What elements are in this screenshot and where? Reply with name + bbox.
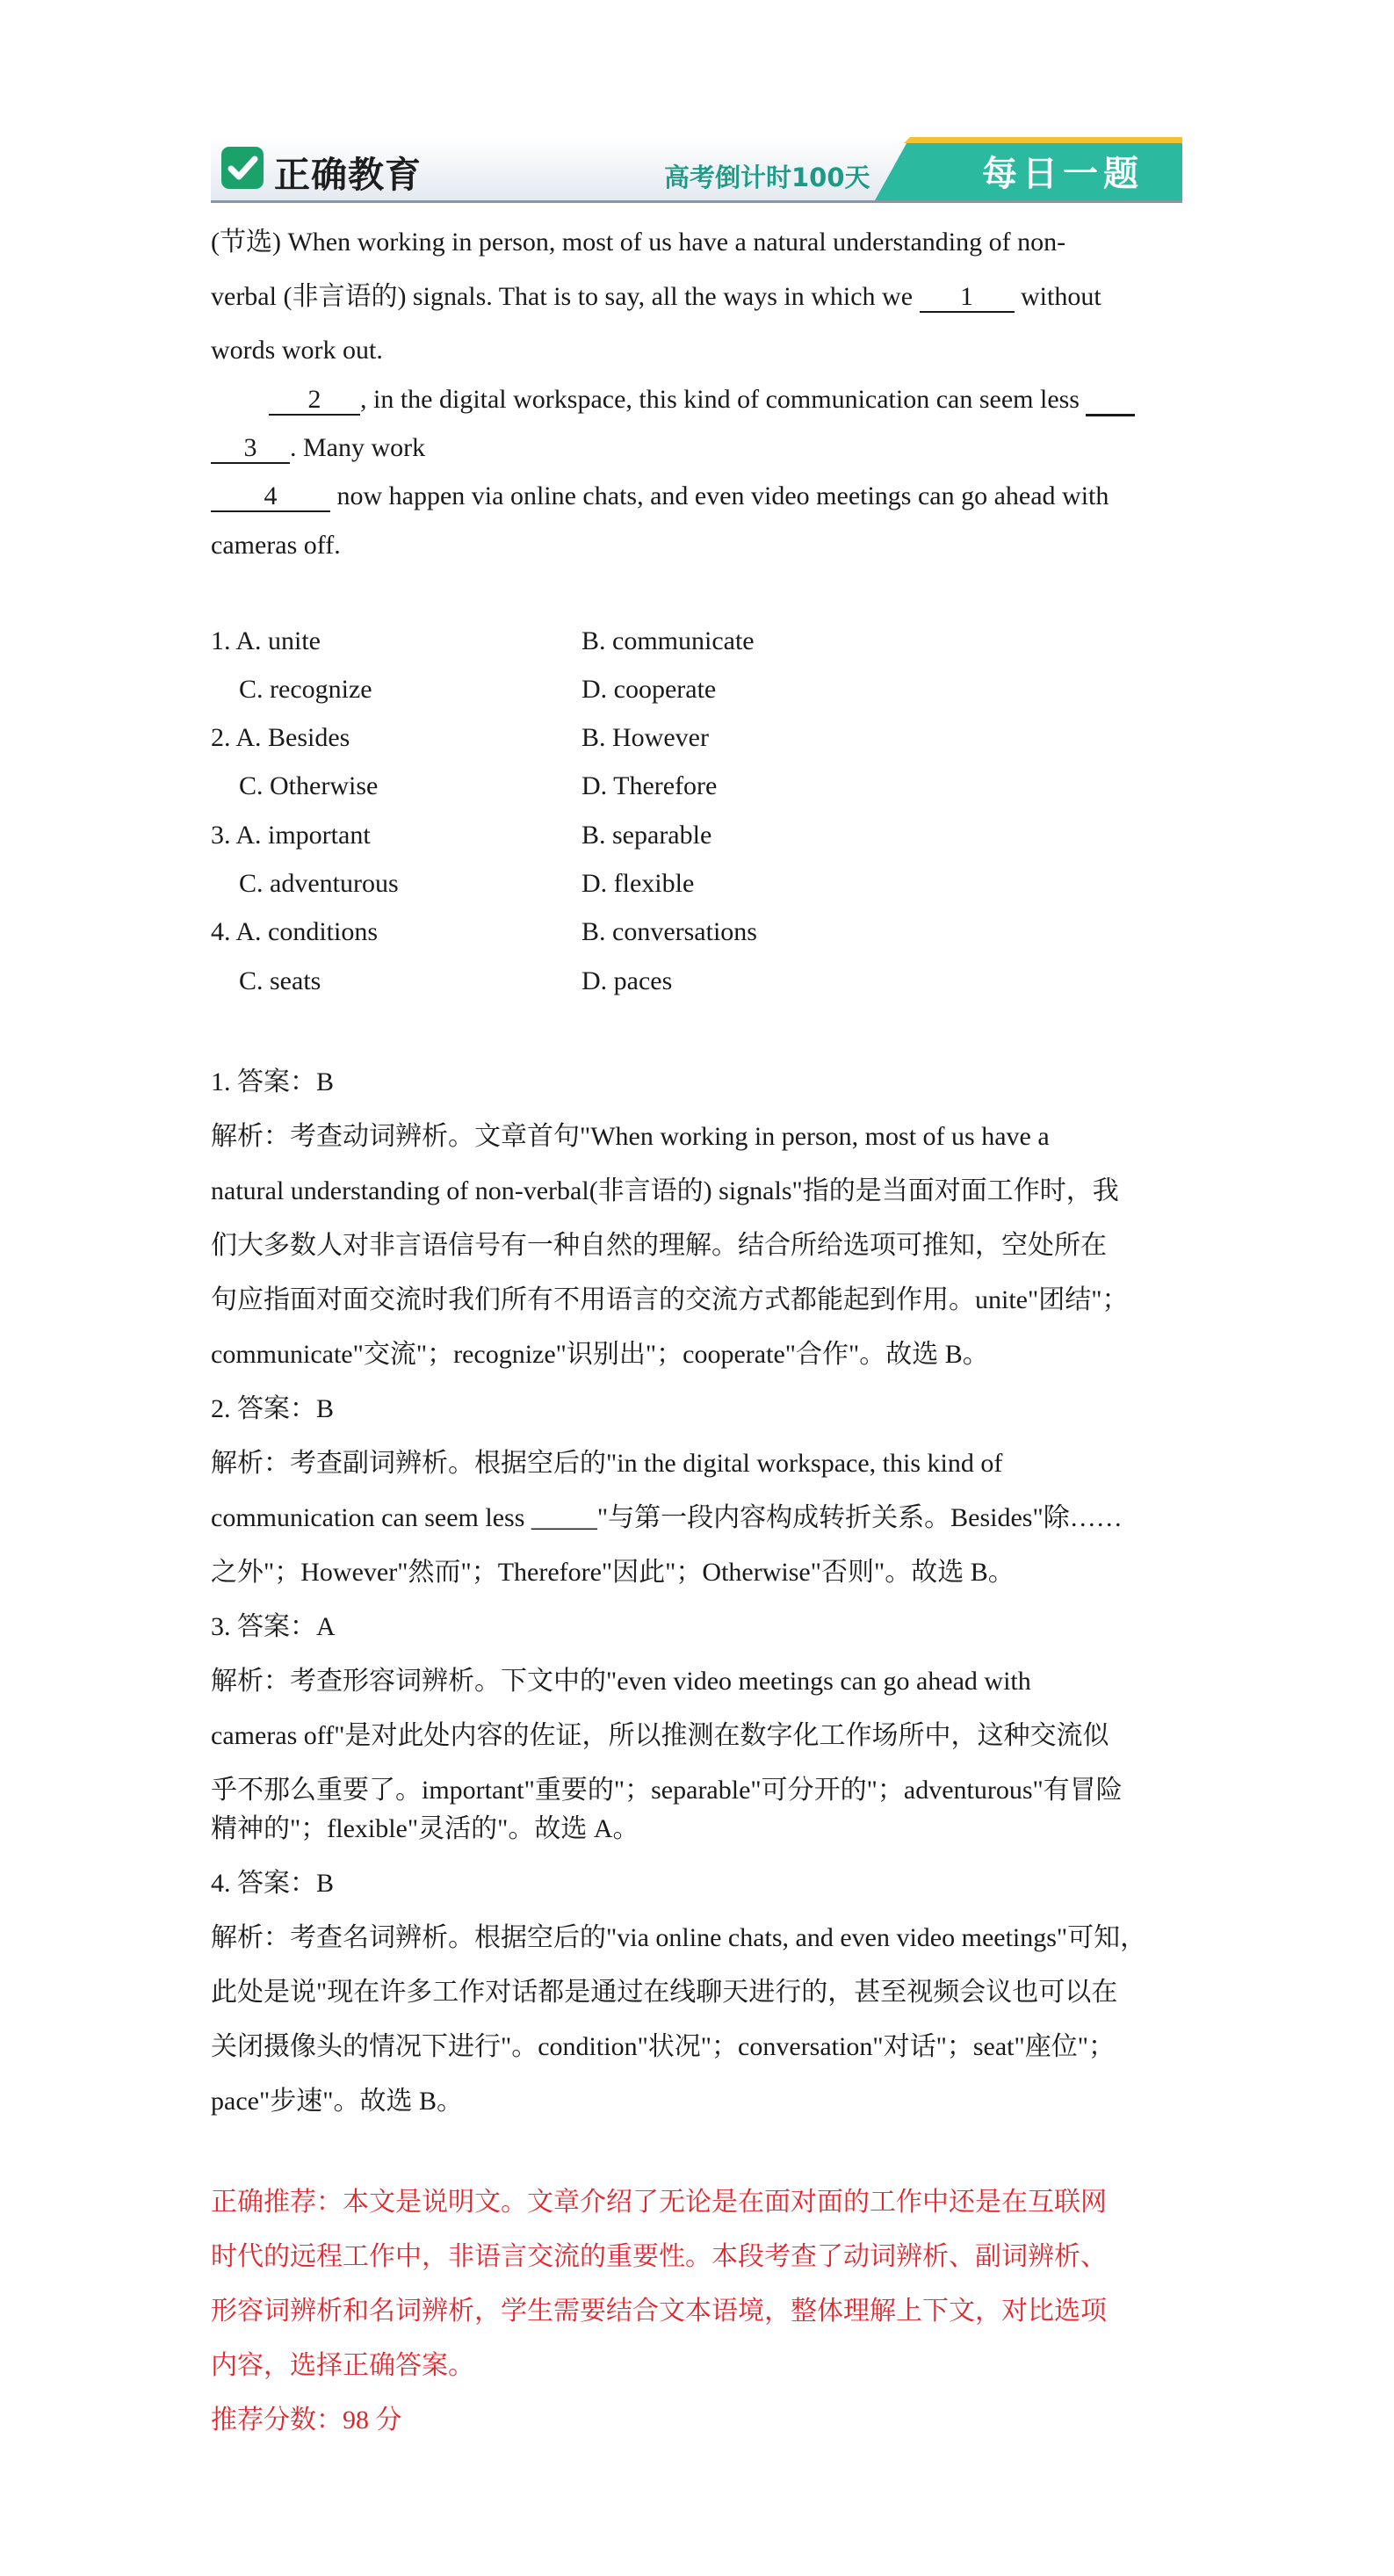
option: B. communicate: [581, 626, 755, 655]
explanation-line: 解析：考查名词辨析。根据空后的"via online chats, and even video meetings"可知，: [211, 1923, 1147, 1952]
answer-4: 4. 答案：B: [211, 1869, 335, 1898]
passage-line: 3 . Many work: [211, 432, 425, 464]
explanation-line: 句应指面对面交流时我们所有不用语言的交流方式都能起到作用。unite"团结"；: [211, 1285, 1129, 1314]
option: 4. A. conditions: [211, 917, 379, 946]
explanation-line: 解析：考查副词辨析。根据空后的"in the digital workspace, this kind of: [211, 1449, 1003, 1478]
explanation-line: 们大多数人对非言语信号有一种自然的理解。结合所给选项可推知，空处所在: [211, 1231, 1107, 1260]
explanation-line: natural understanding of non-verbal(非言语的) signals"指的是当面对面工作时，我: [211, 1176, 1119, 1205]
explanation-line: 此处是说"现在许多工作对话都是通过在线聊天进行的，甚至视频会议也可以在: [211, 1978, 1118, 2007]
option: D. paces: [581, 966, 673, 995]
option: 2. A. Besides: [211, 723, 350, 752]
option: D. cooperate: [581, 675, 717, 704]
passage-line: words work out.: [211, 336, 383, 365]
recommendation-line: 正确推荐：本文是说明文。文章介绍了无论是在面对面的工作中还是在互联网: [211, 2188, 1107, 2217]
option: B. conversations: [581, 917, 757, 946]
passage-line: 4 now happen via online chats, and even video meetings can go ahead with: [211, 481, 1109, 512]
blank-3: 3: [211, 434, 290, 464]
explanation-line: 解析：考查动词辨析。文章首句"When working in person, most of us have a: [211, 1122, 1050, 1151]
answer-3: 3. 答案：A: [211, 1612, 336, 1641]
blank-2: 2: [269, 386, 360, 416]
recommendation-line: 内容，选择正确答案。: [211, 2351, 474, 2380]
countdown-label: 高考倒计时100天: [664, 163, 870, 192]
option: C. adventurous: [239, 869, 399, 898]
explanation-line: 关闭摄像头的情况下进行"。condition"状况"；conversation"对话"；seat"座位"；: [211, 2032, 1115, 2061]
option: 1. A. unite: [211, 626, 321, 655]
explanation-line: communicate"交流"；recognize"识别出"；cooperate"合作"。故选 B。: [211, 1340, 989, 1369]
blank-1: 1: [920, 283, 1015, 313]
passage-line: (节选) When working in person, most of us have a natural understanding of non-: [211, 228, 1066, 257]
option: C. recognize: [239, 675, 372, 704]
option: 3. A. important: [211, 821, 371, 850]
explanation-line: 之外"；However"然而"；Therefore"因此"；Otherwise"否则"。故选 B。: [211, 1558, 1015, 1587]
answer-1: 1. 答案：B: [211, 1067, 335, 1096]
option: B. However: [581, 723, 709, 752]
explanation-line: 解析：考查形容词辨析。下文中的"even video meetings can go ahead with: [211, 1667, 1031, 1696]
daily-question-tag: 每日一题: [982, 154, 1144, 194]
check-icon: [221, 147, 264, 189]
option: D. flexible: [581, 869, 695, 898]
option: C. seats: [239, 966, 321, 995]
brand-name: 正确教育: [274, 154, 422, 196]
header-banner: [211, 137, 1182, 203]
recommendation-score: 推荐分数：98 分: [211, 2406, 402, 2435]
recommendation-line: 形容词辨析和名词辨析，学生需要结合文本语境，整体理解上下文，对比选项: [211, 2297, 1107, 2326]
explanation-line: communication can seem less _____"与第一段内容构成转折关系。Besides"除……: [211, 1503, 1123, 1532]
explanation-line: cameras off"是对此处内容的佐证，所以推测在数字化工作场所中，这种交流似: [211, 1721, 1109, 1750]
option: C. Otherwise: [239, 771, 379, 800]
blank-4: 4: [211, 482, 330, 512]
recommendation-line: 时代的远程工作中，非语言交流的重要性。本段考查了动词辨析、副词辨析、: [211, 2242, 1107, 2271]
option: B. separable: [581, 821, 712, 850]
explanation-line: 乎不那么重要了。important"重要的"；separable"可分开的"；adventurous"有冒险: [211, 1776, 1123, 1805]
blank-3-part: [1086, 386, 1135, 416]
passage-line: cameras off.: [211, 531, 341, 560]
passage-line: 2 , in the digital workspace, this kind of communication can seem less: [269, 384, 1135, 416]
passage-line: verbal (非言语的) signals. That is to say, all the ways in which we 1 without: [211, 282, 1101, 311]
explanation-line: 精神的"；flexible"灵活的"。故选 A。: [211, 1814, 639, 1843]
answer-2: 2. 答案：B: [211, 1394, 335, 1423]
option: D. Therefore: [581, 771, 718, 800]
explanation-line: pace"步速"。故选 B。: [211, 2087, 463, 2116]
